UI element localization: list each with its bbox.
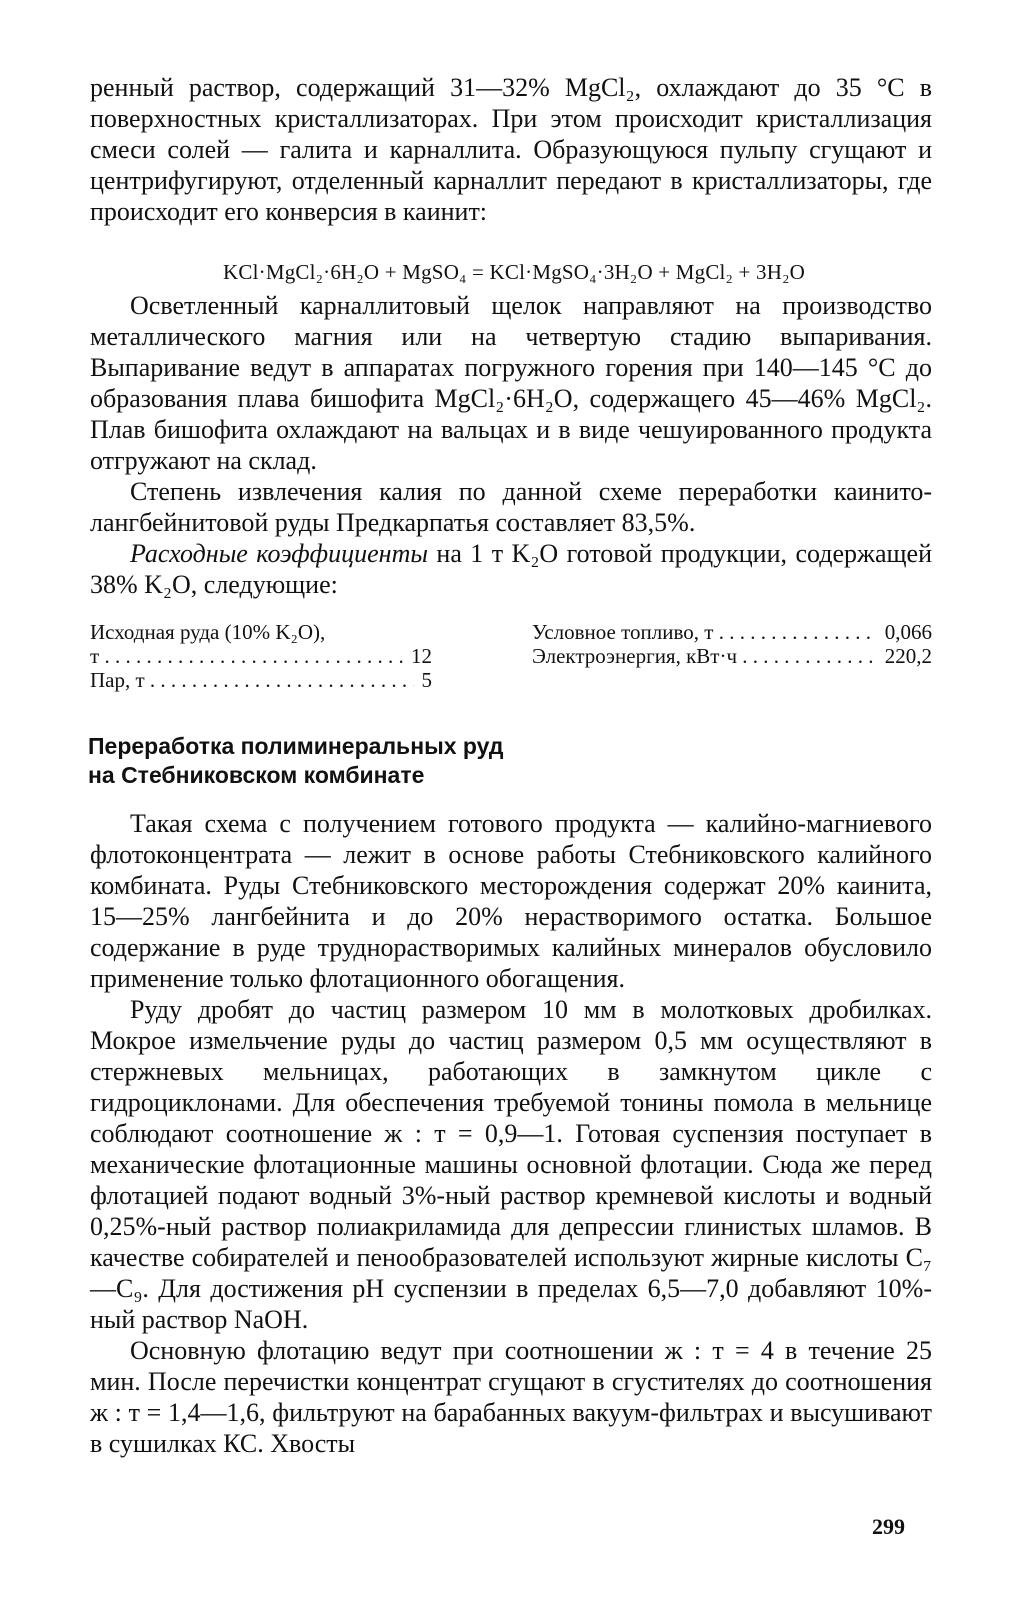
paragraph-7: Основную флотацию ведут при соотношении ж : т = 4 в течение 25 мин. После перечистки концентрат сгущают в сгустителях до соотношения ж : т = 1,4—1,6, фильтруют на барабанных вакуум-фильтрах и высушивают в сушилках КС. Хвосты bbox=[90, 1336, 932, 1458]
paragraph-2: Осветленный карналлитовый щелок направляют на производство металлического магния или на четвертую стадию выпаривания. Выпаривание ведут в аппаратах погружного горения при 140—145 °C до образования плава бишофита MgCl₂·6H₂O, содержащего 45—46% MgCl₂. Плав бишофита охлаждают на вальцах и в виде чешуированного продукта отгружают на склад. bbox=[90, 291, 932, 475]
coef-label-line1: Исходная руда (10% K₂O), bbox=[90, 620, 326, 644]
coef-value: 5 bbox=[421, 668, 432, 692]
paragraph-4-italic: Расходные коэффициенты bbox=[130, 539, 428, 568]
paragraph-1: ренный раствор, содержащий 31—32% MgCl₂, охлаждают до 35 °C в поверхностных кристаллизаторах. При этом происходит кристаллизация смеси солей — галита и карналлита. Образующуюся пульпу сгущают и центрифугируют, отделенный карналлит передают в кристаллизаторы, где происходит его конверсия в каинит: bbox=[90, 73, 932, 226]
coef-label: Пар, т . . . bbox=[90, 668, 414, 692]
text-block-middle bbox=[90, 290, 932, 600]
coef-label: Условное топливо, т . . . bbox=[532, 620, 877, 644]
paragraph-4-rest: на 1 т K₂O готовой продукции, содержащей 38% K₂O, следующие: bbox=[90, 539, 932, 599]
chemical-equation: KCl·MgCl₂·6H₂O + MgSO₄ = KCl·MgSO₄·3H₂O + MgCl₂ + 3H₂O bbox=[223, 260, 805, 284]
page-number: 299 bbox=[872, 1514, 905, 1539]
coefficients-right bbox=[532, 620, 932, 668]
heading-line-2: на Стебниковском комбинате bbox=[88, 762, 425, 788]
coef-row-steam bbox=[90, 668, 432, 692]
heading-line-1: Переработка полиминеральных руд bbox=[88, 733, 504, 759]
coef-row-fuel bbox=[532, 620, 932, 644]
coefficients-left bbox=[90, 620, 432, 692]
paragraph-3: Степень извлечения калия по данной схеме переработки каинито-лангбейнитовой руды Предкарпатья составляет 83,5%. bbox=[90, 477, 932, 537]
section-heading bbox=[88, 732, 688, 790]
paragraph-5: Такая схема с получением готового продукта — калийно-магниевого флотоконцентрата — лежит в основе работы Стебниковского калийного комбината. Руды Стебниковского месторождения содержат 20% каинита, 15—25% лангбейнита и до 20% нерастворимого остатка. Большое содержание в руде труднорастворимых калийных минералов обусловило применение только флотационного обогащения. bbox=[90, 809, 932, 993]
paragraph-4 bbox=[90, 538, 932, 600]
text-block-bottom bbox=[90, 808, 932, 1459]
coef-label: т . . . bbox=[90, 644, 403, 668]
coef-row-electricity bbox=[532, 644, 932, 668]
coef-value: 0,066 bbox=[884, 620, 932, 644]
coef-label: Электроэнергия, кВт·ч . . . bbox=[532, 644, 877, 668]
paragraph-6: Руду дробят до частиц размером 10 мм в молотковых дробилках. Мокрое измельчение руды до частиц размером 0,5 мм осуществляют в стержневых мельницах, работающих в замкнутом цикле с гидроциклонами. Для обеспечения требуемой тонины помола в мельнице соблюдают соотношение ж : т = 0,9—1. Готовая суспензия поступает в механические флотационные машины основной флотации. Сюда же перед флотацией подают водный 3%-ный раствор кремневой кислоты и водный 0,25%-ный раствор полиакриламида для депрессии глинистых шламов. В качестве собирателей и пенообразователей используют жирные кислоты C₇—C₉. Для достижения pH суспензии в пределах 6,5—7,0 добавляют 10%-ный раствор NaOH. bbox=[90, 995, 932, 1334]
coef-row-ore bbox=[90, 644, 432, 668]
coef-value: 12 bbox=[411, 644, 432, 668]
text-block-top bbox=[90, 72, 932, 227]
coef-value: 220,2 bbox=[884, 644, 932, 668]
